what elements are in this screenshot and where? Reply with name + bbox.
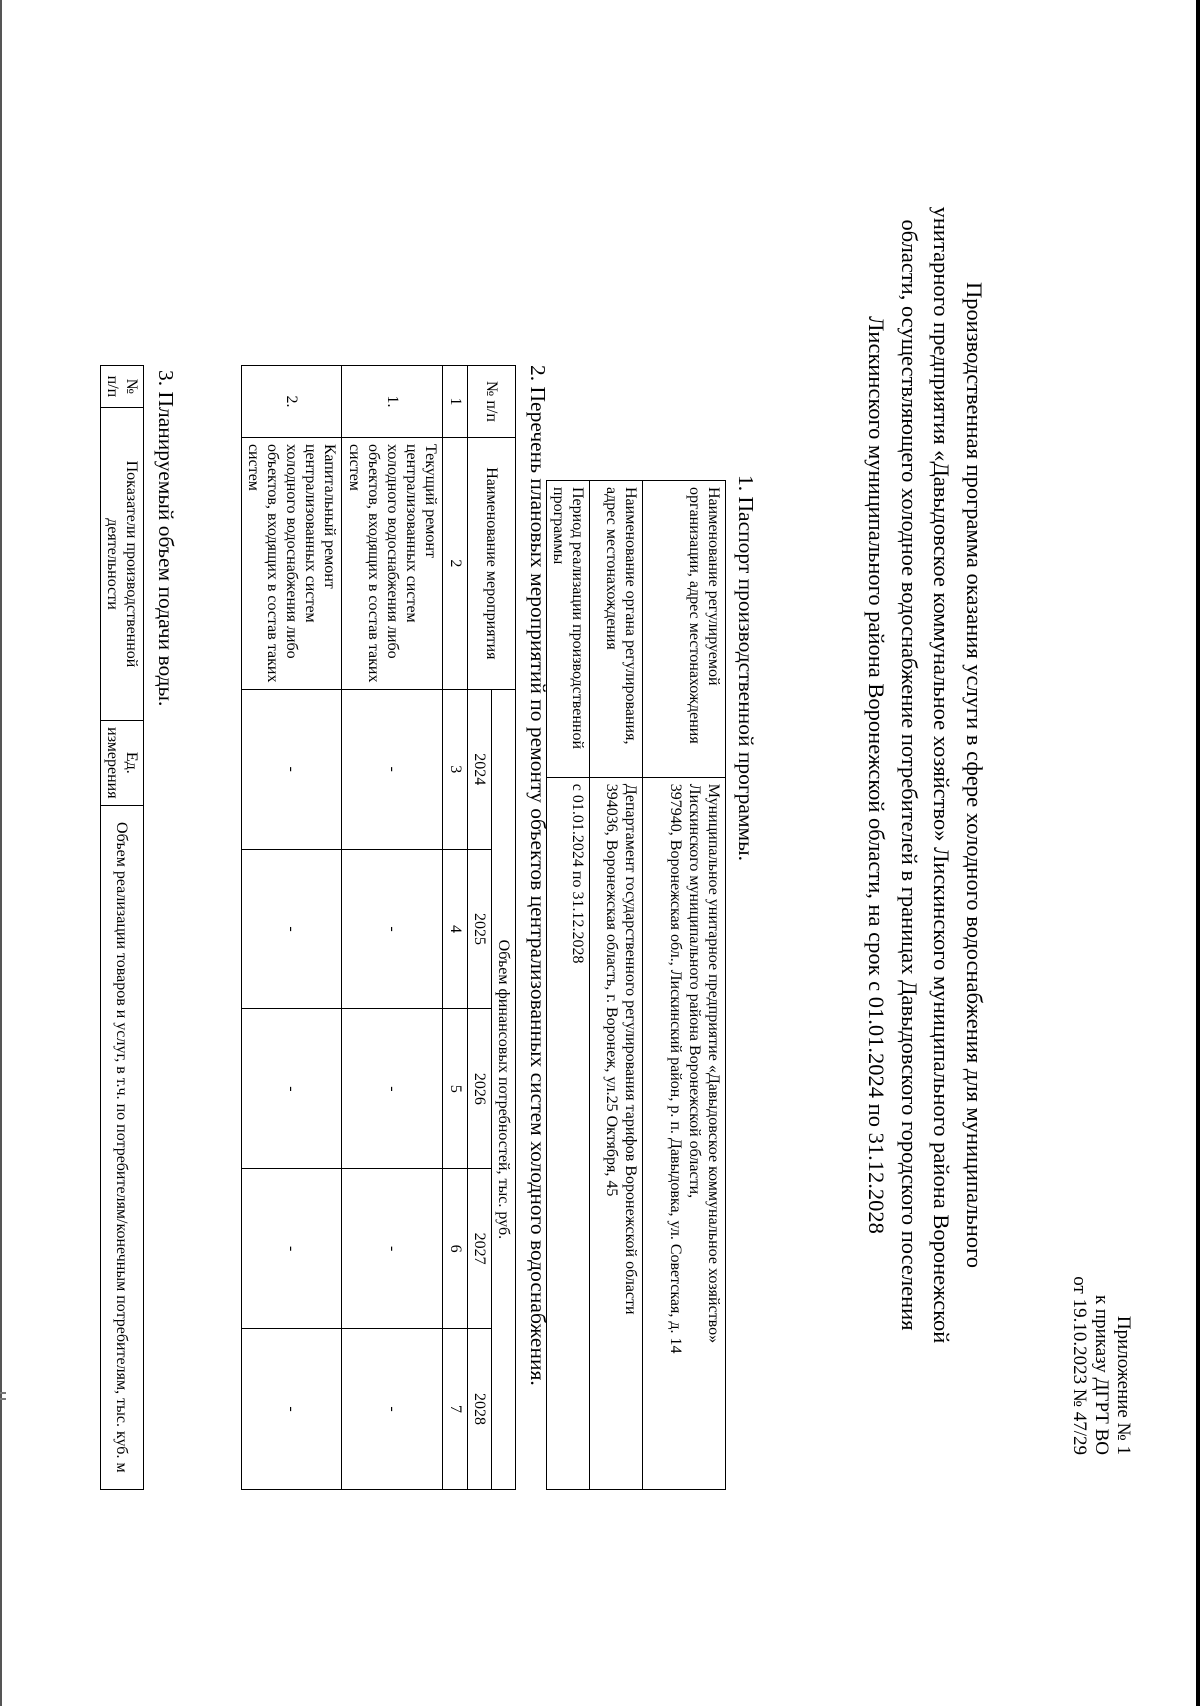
row-value: - [241, 1009, 342, 1169]
table-row [546, 481, 589, 1490]
title-line: Производственная программа оказания услуги в сфере холодного водоснабжения для муниципального [962, 282, 987, 1268]
year-header: 2027 [467, 1169, 491, 1329]
passport-value [590, 777, 643, 1489]
row-value: - [342, 689, 443, 849]
table-row [342, 366, 443, 1490]
index-cell: 5 [443, 1009, 467, 1169]
index-cell: 2 [443, 437, 467, 689]
table-header-row [100, 366, 143, 1490]
year-header: 2024 [467, 689, 491, 849]
title-line: области, осуществляющего холодное водоснабжение потребителей в границах Давыдовского городского поселения [896, 219, 922, 1331]
annex-line: Приложение № 1 [1113, 1315, 1134, 1455]
scan-right-edge [1196, 0, 1200, 1706]
value-line: Департамент государственного регулирования тарифов Воронежской области [622, 783, 639, 1315]
rotated-page [60, 35, 1140, 1515]
table-header-row [491, 366, 515, 1490]
header-name: Наименование мероприятия [467, 437, 515, 689]
row-value: - [342, 1009, 443, 1169]
annex-note [1068, 1276, 1134, 1455]
scan-mark [0, 1398, 6, 1400]
water-supply-table [100, 365, 144, 1490]
row-value: - [241, 849, 342, 1009]
row-value: - [342, 849, 443, 1009]
title-line: унитарного предприятия «Давыдовское коммунальное хозяйство» Лискинского муниципального района Воронежской [929, 206, 955, 1344]
table-row [241, 366, 342, 1490]
passport-value [643, 777, 726, 1489]
document-title [860, 75, 991, 1475]
row-value: - [342, 1329, 443, 1490]
scan-left-edge [0, 0, 2, 1706]
row-value: - [342, 1169, 443, 1329]
section3-heading: 3. Планируемый объем подачи воды. [154, 370, 178, 707]
header-volume: Объем реализации товаров и услуг, в т.ч. по потребителям/конечным потребителям, тыс. куб. м [100, 805, 143, 1489]
year-header: 2026 [467, 1009, 491, 1169]
annex-line: от 19.10.2023 № 47/29 [1069, 1276, 1091, 1455]
table-row [643, 481, 726, 1490]
value-line: Лискинского муниципального района Воронежской области, [685, 783, 703, 1199]
passport-label: Период реализации производственной программы [546, 481, 589, 778]
header-num: № п/п [467, 366, 515, 438]
row-num: 1. [342, 366, 443, 438]
table-row [590, 481, 643, 1490]
value-line: 394036, Воронежская область, г. Воронеж, ул.25 Октября, 45 [602, 783, 620, 1197]
value-line: 397940, Воронежская обл., Лискинский район, р. п. Давыдовка, ул. Советская, д. 14 [666, 783, 684, 1354]
title-line: Лискинского муниципального района Воронежской области, на срок с 01.01.2024 по 31.12.2028 [864, 316, 890, 1234]
index-cell: 1 [443, 366, 467, 438]
row-value: - [241, 1329, 342, 1490]
index-row [443, 366, 467, 1490]
section2-heading: 2. Перечень плановых мероприятий по ремонту объектов централизованных систем холодного водоснабжения. [526, 365, 550, 1386]
value-line: Муниципальное унитарное предприятие «Давыдовское коммунальное хозяйство» [705, 783, 722, 1344]
row-name: Капитальный ремонт централизованных систем холодного водоснабжения либо объектов, входящих в состав таких систем [241, 437, 342, 689]
passport-label: Наименование органа регулирования, адрес местонахождения [590, 481, 643, 778]
index-cell: 3 [443, 689, 467, 849]
year-header: 2025 [467, 849, 491, 1009]
header-volume: Объем финансовых потребностей, тыс. руб. [491, 689, 515, 1489]
annex-line: к приказу ДГРТ ВО [1091, 1294, 1113, 1455]
passport-label: Наименование регулируемой организации, адрес местонахождения [643, 481, 726, 778]
index-cell: 7 [443, 1329, 467, 1490]
index-cell: 6 [443, 1169, 467, 1329]
scan-mark [0, 1392, 6, 1394]
header-num: № п/п [100, 366, 143, 408]
row-num: 2. [241, 366, 342, 438]
header-unit: Ед. измерения [100, 721, 143, 805]
row-value: - [241, 1169, 342, 1329]
passport-table [546, 480, 726, 1490]
row-name: Текущий ремонт централизованных систем холодного водоснабжения либо объектов, входящих в состав таких систем [342, 437, 443, 689]
passport-value: с 01.01.2024 по 31.12.2028 [546, 777, 589, 1489]
header-indicators: Показатели производственной деятельности [100, 407, 143, 720]
row-value: - [241, 689, 342, 849]
repair-measures-table [241, 365, 516, 1490]
index-cell: 4 [443, 849, 467, 1009]
section1-heading: 1. Паспорт производственной программы. [734, 475, 758, 861]
year-header: 2028 [467, 1329, 491, 1490]
